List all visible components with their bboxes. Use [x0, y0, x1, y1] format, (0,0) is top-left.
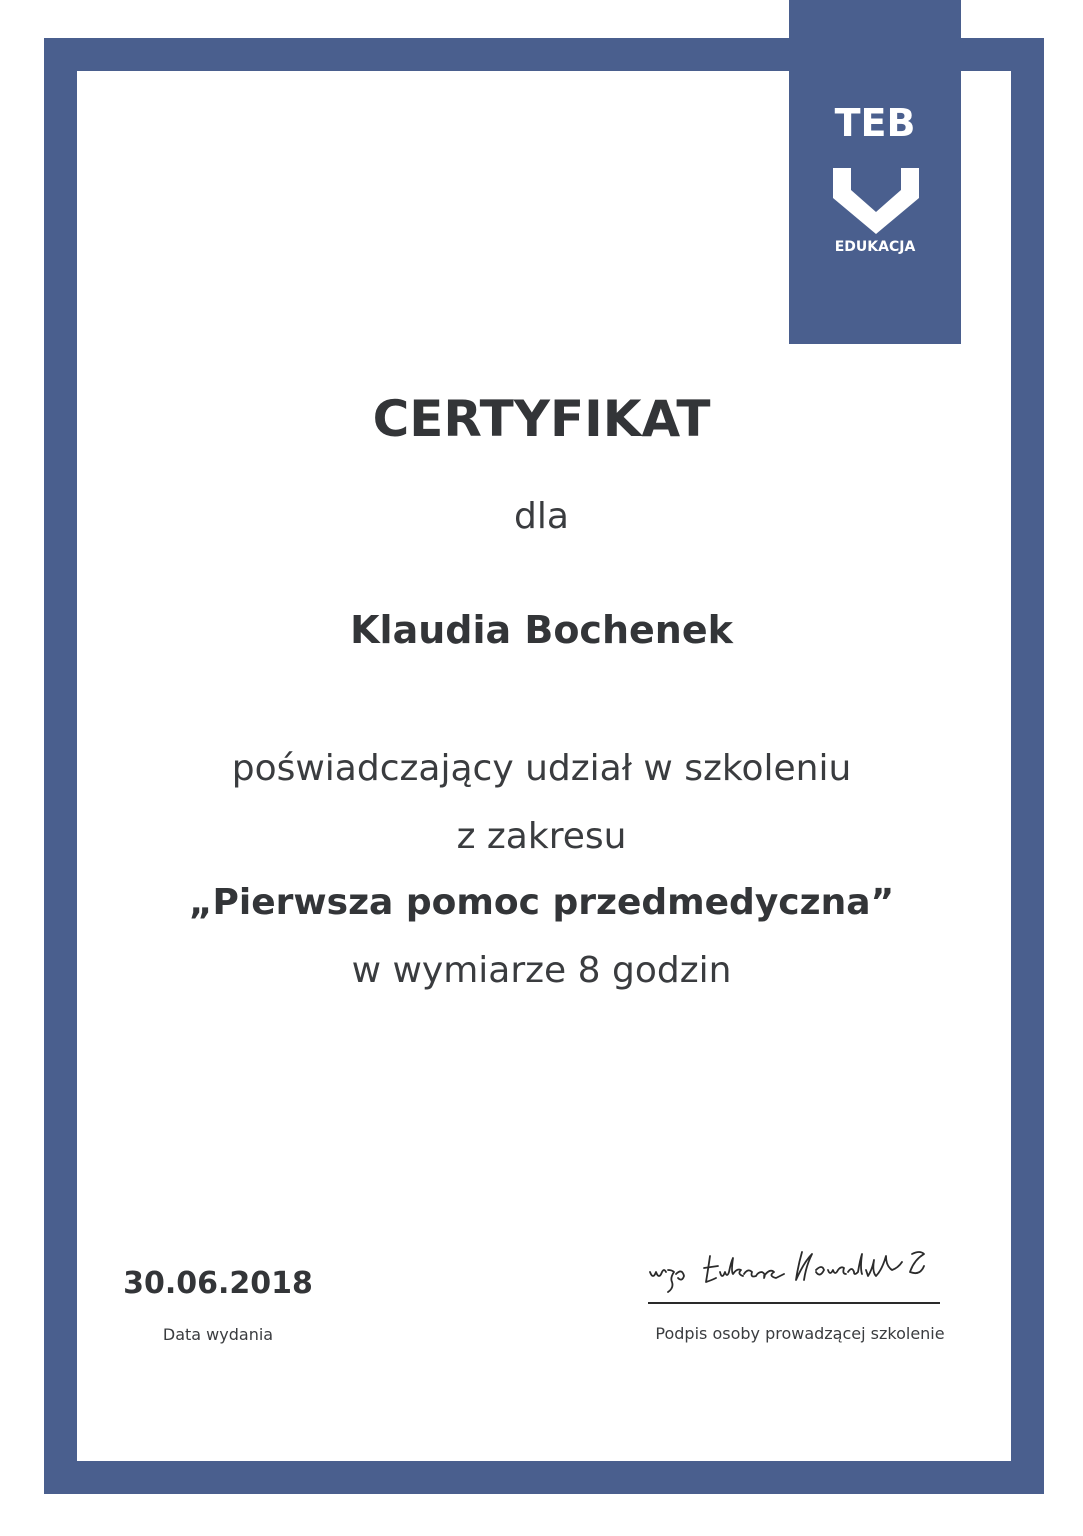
logo-subtitle: EDUKACJA — [834, 239, 916, 255]
for-label: dla — [514, 496, 569, 537]
teb-edukacja-logo — [789, 0, 961, 344]
course-name: „Pierwsza pomoc przedmedyczna” — [188, 882, 895, 923]
course-duration: w wymiarze 8 godzin — [351, 950, 732, 991]
logo-brand-text: TEB — [834, 101, 916, 145]
issue-date: 30.06.2018 — [123, 1266, 313, 1301]
issue-date-caption: Data wydania — [162, 1325, 274, 1344]
recipient-name: Klaudia Bochenek — [350, 608, 733, 652]
certificate-title: CERTYFIKAT — [372, 390, 711, 448]
statement-line-1: poświadczający udział w szkoleniu — [231, 748, 852, 789]
signature-caption: Podpis osoby prowadzącej szkolenie — [655, 1324, 945, 1343]
statement-line-2: z zakresu — [456, 816, 627, 857]
signature-line — [648, 1302, 940, 1304]
handwritten-signature — [640, 1240, 960, 1310]
logo-chevron-icon — [831, 150, 921, 240]
